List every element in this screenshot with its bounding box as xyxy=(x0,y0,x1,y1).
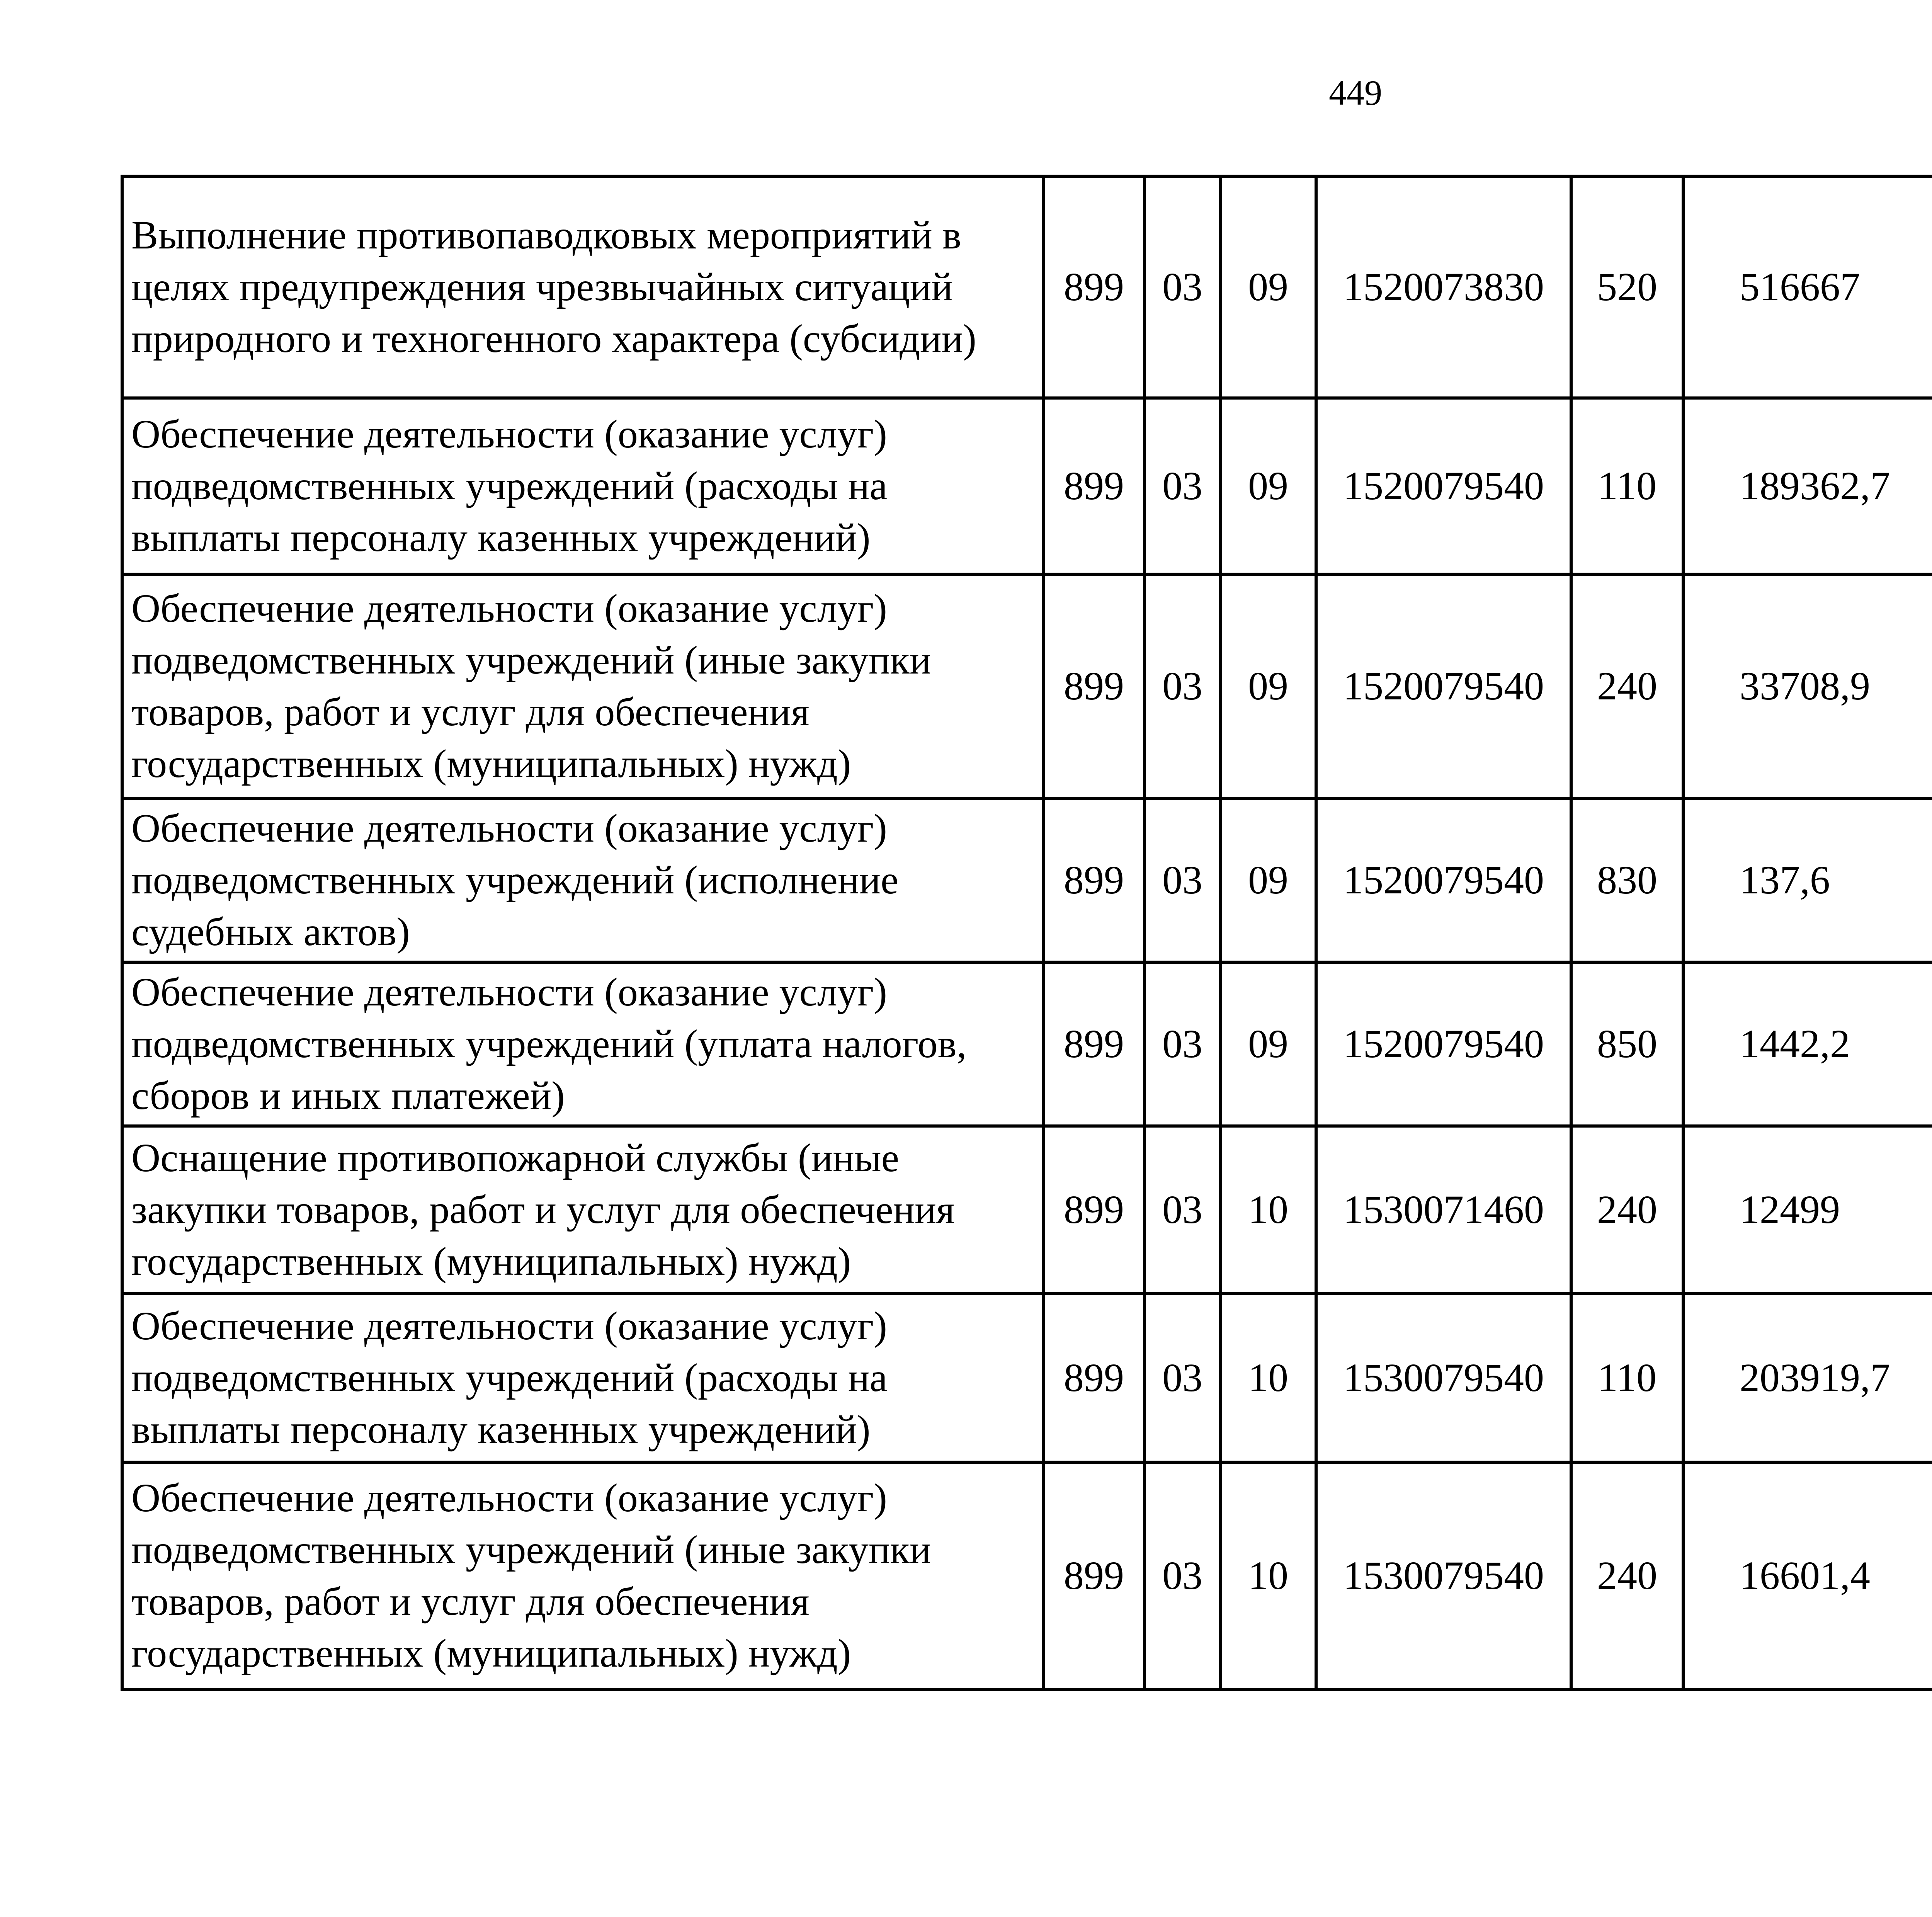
subsection-code: 09 xyxy=(1220,962,1316,1126)
subsection-code: 10 xyxy=(1220,1294,1316,1462)
row-description: Обеспечение деятельности (оказание услуг) подведомственных учреждений (расходы на выплаты персоналу казенных учреждений) xyxy=(122,1294,1043,1462)
target-article-code: 1520079540 xyxy=(1316,574,1571,798)
row-description: Обеспечение деятельности (оказание услуг) подведомственных учреждений (расходы на выплаты персоналу казенных учреждений) xyxy=(122,398,1043,574)
amount-year-1: 33708,9 xyxy=(1683,574,1932,798)
table-row xyxy=(122,574,1932,798)
subsection-code: 09 xyxy=(1220,398,1316,574)
amount-year-1: 12499 xyxy=(1683,1126,1932,1294)
table-row xyxy=(122,1462,1932,1689)
table-row xyxy=(122,398,1932,574)
target-article-code: 1520079540 xyxy=(1316,798,1571,962)
expense-type-code: 110 xyxy=(1571,398,1683,574)
target-article-code: 1520073830 xyxy=(1316,176,1571,398)
admin-code: 899 xyxy=(1043,574,1145,798)
target-article-code: 1520079540 xyxy=(1316,398,1571,574)
subsection-code: 09 xyxy=(1220,798,1316,962)
amount-year-1: 516667 xyxy=(1683,176,1932,398)
expense-type-code: 520 xyxy=(1571,176,1683,398)
row-description: Оснащение противопожарной службы (иные закупки товаров, работ и услуг для обеспечения государственных (муниципальных) нужд) xyxy=(122,1126,1043,1294)
amount-year-1: 203919,7 xyxy=(1683,1294,1932,1462)
section-code: 03 xyxy=(1145,1126,1220,1294)
table-row xyxy=(122,176,1932,398)
section-code: 03 xyxy=(1145,398,1220,574)
expense-type-code: 110 xyxy=(1571,1294,1683,1462)
section-code: 03 xyxy=(1145,1462,1220,1689)
table-row xyxy=(122,1294,1932,1462)
budget-table xyxy=(121,175,1932,1691)
table-row xyxy=(122,1126,1932,1294)
admin-code: 899 xyxy=(1043,1294,1145,1462)
expense-type-code: 850 xyxy=(1571,962,1683,1126)
expense-type-code: 240 xyxy=(1571,1126,1683,1294)
amount-year-1: 189362,7 xyxy=(1683,398,1932,574)
section-code: 03 xyxy=(1145,574,1220,798)
target-article-code: 1530071460 xyxy=(1316,1126,1571,1294)
section-code: 03 xyxy=(1145,962,1220,1126)
target-article-code: 1530079540 xyxy=(1316,1462,1571,1689)
subsection-code: 10 xyxy=(1220,1126,1316,1294)
admin-code: 899 xyxy=(1043,1462,1145,1689)
subsection-code: 09 xyxy=(1220,574,1316,798)
section-code: 03 xyxy=(1145,798,1220,962)
amount-year-1: 1442,2 xyxy=(1683,962,1932,1126)
subsection-code: 09 xyxy=(1220,176,1316,398)
row-description: Обеспечение деятельности (оказание услуг) подведомственных учреждений (уплата налогов, сборов и иных платежей) xyxy=(122,962,1043,1126)
row-description: Обеспечение деятельности (оказание услуг) подведомственных учреждений (иные закупки товаров, работ и услуг для обеспечения государственных (муниципальных) нужд) xyxy=(122,1462,1043,1689)
row-description: Обеспечение деятельности (оказание услуг) подведомственных учреждений (исполнение судебных актов) xyxy=(122,798,1043,962)
amount-year-1: 137,6 xyxy=(1683,798,1932,962)
admin-code: 899 xyxy=(1043,176,1145,398)
target-article-code: 1530079540 xyxy=(1316,1294,1571,1462)
admin-code: 899 xyxy=(1043,398,1145,574)
table-row xyxy=(122,962,1932,1126)
row-description: Обеспечение деятельности (оказание услуг) подведомственных учреждений (иные закупки товаров, работ и услуг для обеспечения государственных (муниципальных) нужд) xyxy=(122,574,1043,798)
table-row xyxy=(122,798,1932,962)
expense-type-code: 240 xyxy=(1571,1462,1683,1689)
section-code: 03 xyxy=(1145,176,1220,398)
target-article-code: 1520079540 xyxy=(1316,962,1571,1126)
section-code: 03 xyxy=(1145,1294,1220,1462)
expense-type-code: 240 xyxy=(1571,574,1683,798)
admin-code: 899 xyxy=(1043,798,1145,962)
expense-type-code: 830 xyxy=(1571,798,1683,962)
amount-year-1: 16601,4 xyxy=(1683,1462,1932,1689)
subsection-code: 10 xyxy=(1220,1462,1316,1689)
row-description: Выполнение противопаводковых мероприятий в целях предупреждения чрезвычайных ситуаций природного и техногенного характера (субсидии) xyxy=(122,176,1043,398)
admin-code: 899 xyxy=(1043,962,1145,1126)
admin-code: 899 xyxy=(1043,1126,1145,1294)
page-number: 449 xyxy=(1329,73,1382,112)
